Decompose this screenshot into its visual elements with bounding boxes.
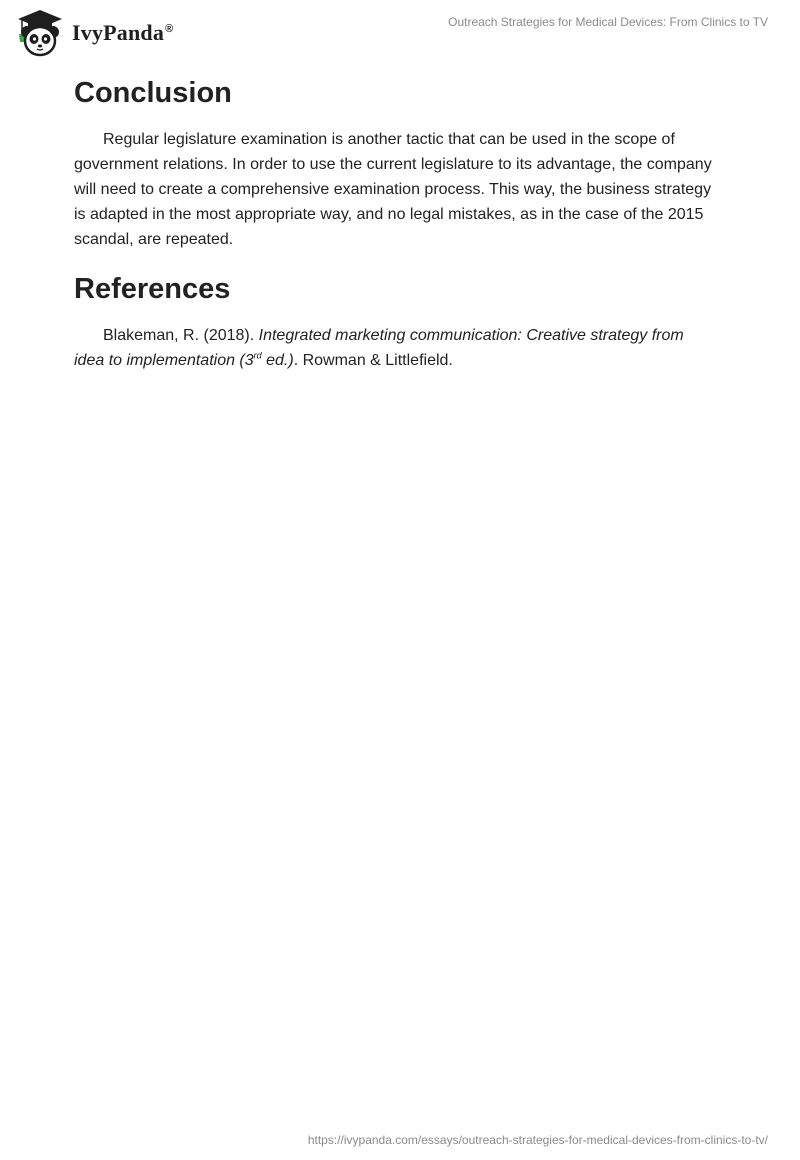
references-heading: References [74, 273, 231, 305]
reference-entry [74, 323, 714, 373]
reference-author: Blakeman, R. (2018). [103, 327, 259, 344]
conclusion-paragraph: Regular legislature examination is another tactic that can be used in the scope of government relations. In order to use the current legislature to its advantage, the company will need to create a comprehensive examination process. This way, the business strategy is adapted in the most appropriate way, and no legal mistakes, as in the case of the 2015 scandal, are repeated. [74, 131, 712, 248]
ivypanda-logo[interactable] [14, 8, 173, 58]
registered-mark: ® [165, 22, 174, 35]
logo-wordmark: IvyPanda® [72, 20, 174, 45]
conclusion-heading: Conclusion [74, 77, 232, 109]
reference-publisher: . Rowman & Littlefield. [293, 352, 453, 369]
reference-title: Integrated marketing communication: Creative strategy from idea to implementation (3rd ed.) [74, 327, 684, 369]
panda-mascot-icon [14, 8, 66, 58]
document-title: Outreach Strategies for Medical Devices: From Clinics to TV [448, 15, 768, 29]
reference-title-superscript: rd [253, 350, 262, 361]
document-body [74, 70, 714, 373]
page-header [0, 0, 800, 70]
footer-url[interactable]: https://ivypanda.com/essays/outreach-strategies-for-medical-devices-from-clinics-to-tv/ [307, 1133, 768, 1147]
